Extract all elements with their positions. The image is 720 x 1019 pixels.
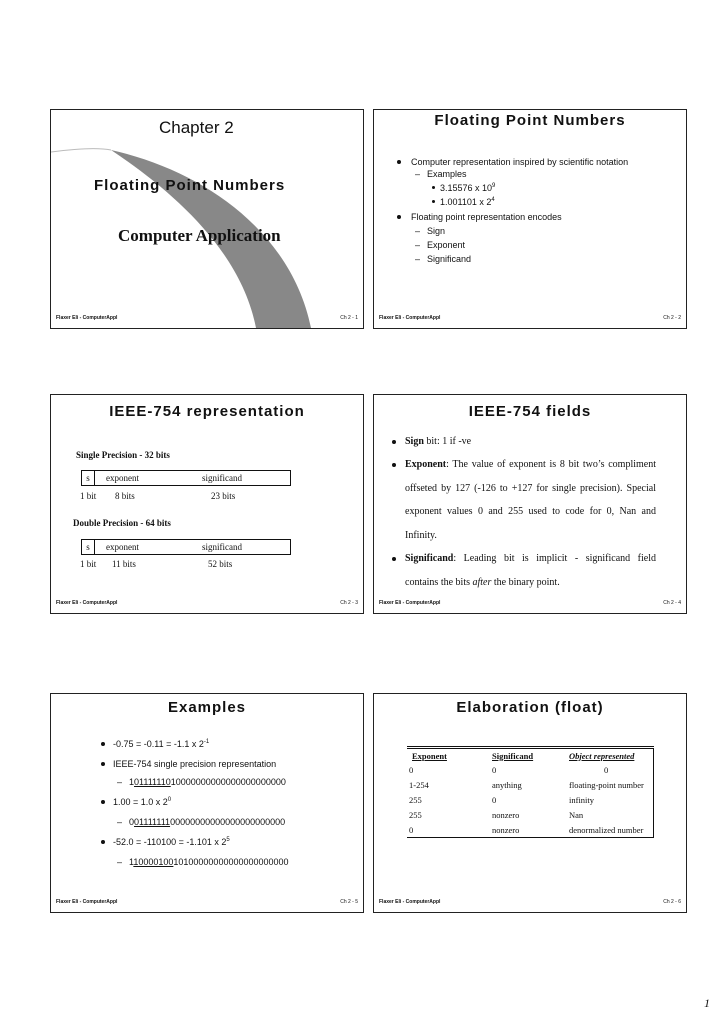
bullet-icon: [101, 762, 105, 766]
field-exponent: exponent: [106, 542, 139, 552]
slide-footer-number: Ch 2 - 6: [663, 899, 681, 905]
slide-title: Examples: [167, 699, 247, 716]
bullet-list: [384, 156, 654, 265]
bullet-icon: [101, 800, 105, 804]
field-list: [380, 435, 656, 594]
list-item: 1.001101 x $2^4$: [384, 196, 654, 208]
bullet-icon: [397, 215, 401, 219]
list-item: Sign bit: 1 if -ve: [380, 435, 656, 449]
example-list: [61, 738, 351, 868]
slide-footer-number: Ch 2 - 5: [340, 899, 358, 905]
slide-5: [50, 693, 364, 913]
float-table: [407, 746, 654, 838]
list-item: IEEE-754 single precision representation: [61, 758, 351, 770]
slide-title: Floating Point Numbers: [434, 112, 626, 129]
dash-icon: –: [117, 817, 123, 827]
dash-icon: –: [117, 857, 123, 867]
single-precision-label: Single Precision - 32 bits: [76, 450, 170, 460]
slide-footer-author: Flaxer Eli - ComputerAppl: [56, 899, 118, 905]
bullet-icon: [101, 742, 105, 746]
bullet-icon: [432, 186, 435, 189]
slide-footer-author: Flaxer Eli - ComputerAppl: [379, 899, 441, 905]
slide-3: [50, 394, 364, 614]
list-item: Exponent: The value of exponent is 8 bit two’s compliment offseted by 127 (-126 to +127 for single precision). Special exponent values 0 and 255 used to code for 0, Nan and Infinity.: [380, 453, 656, 547]
slide-1: [50, 109, 364, 329]
dash-icon: –: [117, 777, 123, 787]
list-item: Computer representation inspired by scientific notation: [384, 156, 654, 168]
swoosh-decoration: [51, 110, 363, 328]
slide-title: IEEE-754 representation: [109, 403, 305, 420]
column-header: Significand: [492, 750, 534, 761]
dash-icon: –: [415, 169, 421, 179]
page-number: 1: [704, 996, 710, 1010]
list-item: – Significand: [415, 254, 472, 264]
bullet-icon: [432, 200, 435, 203]
slide-title: Chapter 2: [159, 118, 234, 137]
bullet-icon: [392, 557, 396, 561]
slide-6: [373, 693, 687, 913]
slide-footer-author: Flaxer Eli - ComputerAppl: [379, 315, 441, 321]
dash-icon: –: [415, 240, 421, 250]
slide-4: [373, 394, 687, 614]
slide-footer-author: Flaxer Eli - ComputerAppl: [56, 600, 118, 606]
slide-footer-number: Ch 2 - 1: [340, 315, 358, 321]
bullet-icon: [101, 840, 105, 844]
bullet-icon: [392, 440, 396, 444]
slide-footer-number: Ch 2 - 2: [663, 315, 681, 321]
table-row: 255 nonzero Nan: [409, 810, 584, 820]
bits-label: 1 bit: [80, 559, 97, 569]
table-row: 1-254 anything floating-point number: [409, 780, 644, 790]
slide-footer-number: Ch 2 - 3: [340, 600, 358, 606]
field-sign: s: [82, 540, 95, 554]
slide-footer-author: Flaxer Eli - ComputerAppl: [379, 600, 441, 606]
field-sign: s: [82, 471, 95, 485]
slide-subtitle: Floating Point Numbers: [94, 177, 286, 194]
table-header-row: [407, 748, 654, 763]
field-significand: significand: [202, 542, 242, 552]
bits-label: 8 bits: [115, 491, 135, 501]
field-significand: significand: [202, 473, 242, 483]
list-item: – Sign: [415, 226, 446, 236]
list-item: – Exponent: [415, 240, 466, 250]
list-item: -52.0 = -110100 = -1.101 x $2^5$: [61, 836, 351, 848]
list-item: – 00111111100000000000000000000000: [117, 817, 286, 827]
bits-label: 11 bits: [112, 559, 136, 569]
column-header: Object represented: [569, 750, 635, 761]
table-row: 255 0 infinity: [409, 795, 595, 805]
dash-icon: –: [415, 254, 421, 264]
slide-footer-author: Flaxer Eli - ComputerAppl: [56, 315, 118, 321]
slide-title: IEEE-754 fields: [468, 403, 592, 420]
bits-label: 52 bits: [208, 559, 233, 569]
double-format-box: [81, 539, 291, 555]
bullet-icon: [392, 463, 396, 467]
table-row: 0 nonzero denormalized number: [409, 824, 644, 835]
list-item: – 10111111010000000000000000000000: [117, 777, 286, 787]
list-item: 1.00 = 1.0 x $2^0$: [61, 796, 351, 808]
bits-label: 23 bits: [211, 491, 236, 501]
single-format-box: [81, 470, 291, 486]
list-item: – Examples: [415, 169, 467, 179]
field-exponent: exponent: [106, 473, 139, 483]
double-precision-label: Double Precision - 64 bits: [73, 518, 171, 528]
list-item: Significand: Leading bit is implicit - significand field contains the bits after the binary point.: [380, 547, 656, 594]
list-item: 3.15576 x $10^9$: [384, 182, 654, 194]
list-item: Floating point representation encodes: [384, 211, 654, 223]
list-item: -0.75 = -0.11 = -1.1 x $2^{-1}$: [61, 738, 351, 750]
table-row: 0 0 0: [409, 765, 609, 775]
course-name: Computer Application: [118, 226, 281, 245]
bits-label: 1 bit: [80, 491, 97, 501]
column-header: Exponent: [412, 750, 447, 761]
slide-footer-number: Ch 2 - 4: [663, 600, 681, 606]
slide-title: Elaboration (float): [456, 699, 604, 716]
bullet-icon: [397, 160, 401, 164]
list-item: – 11000010010100000000000000000000: [117, 857, 289, 867]
dash-icon: –: [415, 226, 421, 236]
slide-2: [373, 109, 687, 329]
